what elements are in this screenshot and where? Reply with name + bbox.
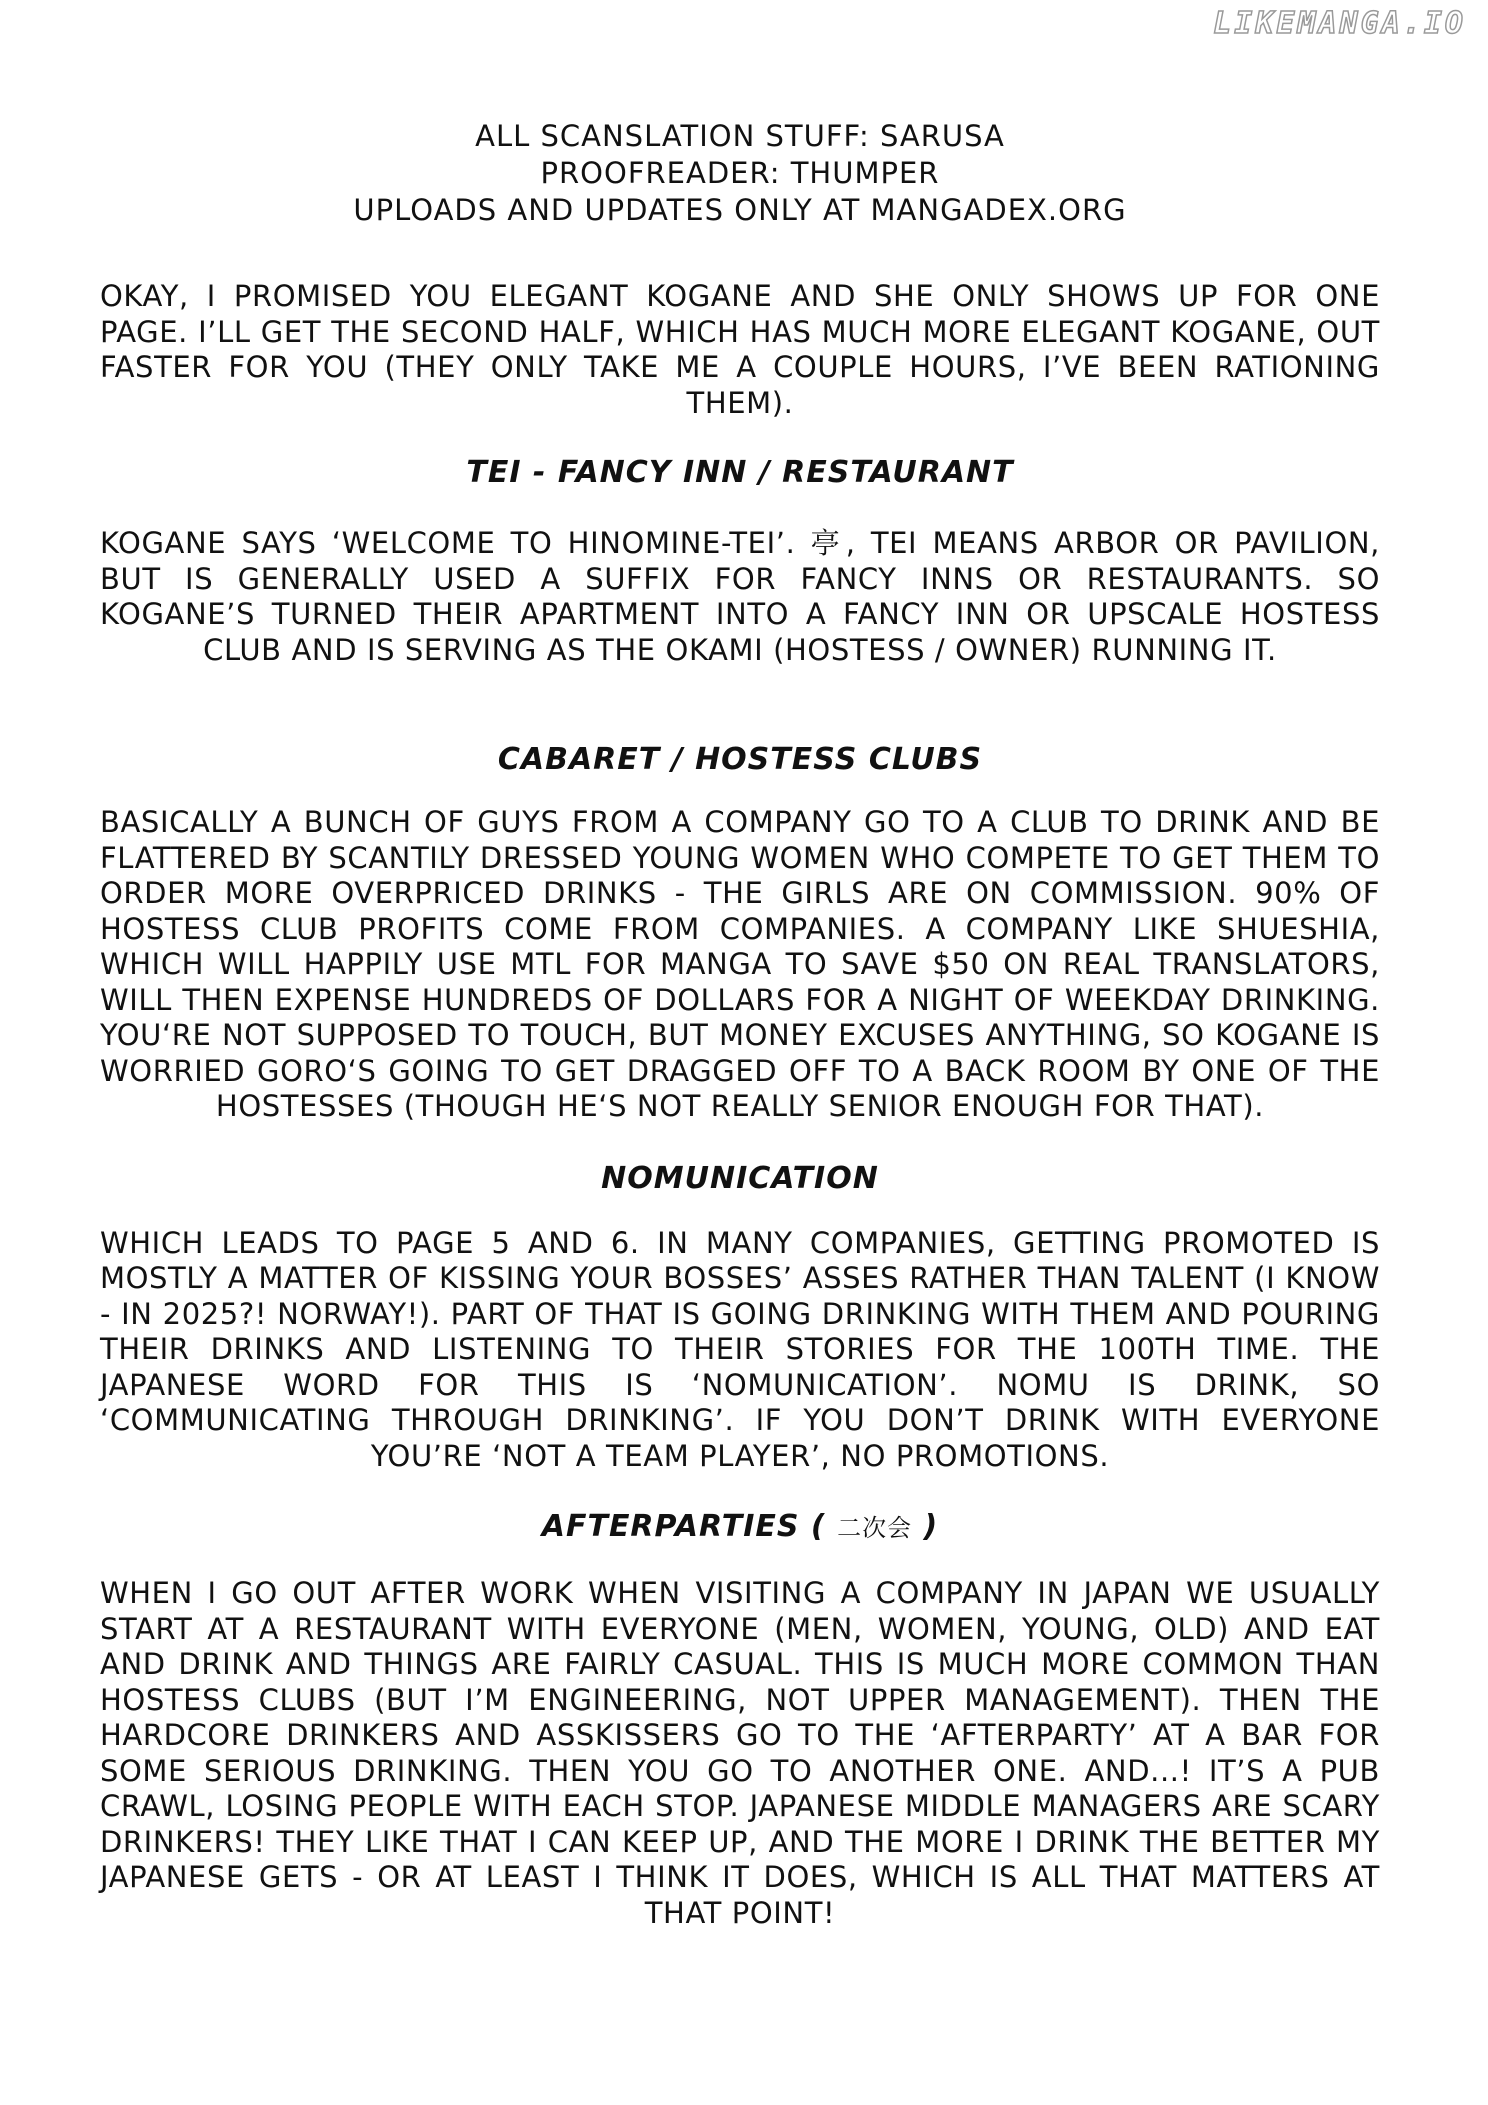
credits-scanslation: ALL SCANSLATION STUFF: SARUSA [475, 119, 1005, 153]
afterparties-heading-text: AFTERPARTIES [541, 1509, 800, 1544]
tei-heading: TEI - FANCY INN / RESTAURANT [466, 455, 1014, 490]
afterparties-open-paren: ( [810, 1509, 838, 1544]
credits-uploads: UPLOADS AND UPDATES ONLY AT MANGADEX.ORG [353, 193, 1127, 227]
credits-block [100, 118, 1380, 229]
cabaret-paragraph: BASICALLY A BUNCH OF GUYS FROM A COMPANY GO TO A CLUB TO DRINK AND BE FLATTERED BY SCANTILY DRESSED YOUNG WOMEN WHO COMPETE TO GET THEM TO ORDER MORE OVERPRICED DRINKS - THE GIRLS ARE ON COMMISSION. 90% OF HOSTESS CLUB PROFITS COME FROM COMPANIES. A COMPANY LIKE SHUESHIA, WHICH WILL HAPPILY USE MTL FOR MANGA TO SAVE $50 ON REAL TRANSLATORS, WILL THEN EXPENSE HUNDREDS OF DOLLARS FOR A NIGHT OF WEEKDAY DRINKING. YOU‘RE NOT SUPPOSED TO TOUCH, BUT MONEY EXCUSES ANYTHING, SO KOGANE IS WORRIED GORO‘S GOING TO GET DRAGGED OFF TO A BACK ROOM BY ONE OF THE HOSTESSES (THOUGH HE‘S NOT REALLY SENIOR ENOUGH FOR THAT). [100, 805, 1380, 1123]
site-watermark: LIKEMANGA.IO [1213, 6, 1466, 41]
nomunication-paragraph: WHICH LEADS TO PAGE 5 AND 6. IN MANY COMPANIES, GETTING PROMOTED IS MOSTLY A MATTER OF KISSING YOUR BOSSES’ ASSES RATHER THAN TALENT (I KNOW - IN 2025?! NORWAY!). PART OF THAT IS GOING DRINKING WITH THEM AND POURING THEIR DRINKS AND LISTENING TO THEIR STORIES FOR THE 100TH TIME. THE JAPANESE WORD FOR THIS IS ‘NOMUNICATION’. NOMU IS DRINK, SO ‘COMMUNICATING THROUGH DRINKING’. IF YOU DON’T DRINK WITH EVERYONE YOU’RE ‘NOT A TEAM PLAYER’, NO PROMOTIONS. [100, 1225, 1380, 1473]
credits-proofreader: PROOFREADER: THUMPER [540, 156, 940, 190]
translator-notes-page [100, 118, 1380, 1931]
afterparties-paragraph: WHEN I GO OUT AFTER WORK WHEN VISITING A COMPANY IN JAPAN WE USUALLY START AT A RESTAURANT WITH EVERYONE (MEN, WOMEN, YOUNG, OLD) AND EAT AND DRINK AND THINGS ARE FAIRLY CASUAL. THIS IS MUCH MORE COMMON THAN HOSTESS CLUBS (BUT I’M ENGINEERING, NOT UPPER MANAGEMENT). THEN THE HARDCORE DRINKERS AND ASSKISSERS GO TO THE ‘AFTERPARTY’ AT A BAR FOR SOME SERIOUS DRINKING. THEN YOU GO TO ANOTHER ONE. AND...! IT’S A PUB CRAWL, LOSING PEOPLE WITH EACH STOP. JAPANESE MIDDLE MANAGERS ARE SCARY DRINKERS! THEY LIKE THAT I CAN KEEP UP, AND THE MORE I DRINK THE BETTER MY JAPANESE GETS - OR AT LEAST I THINK IT DOES, WHICH IS ALL THAT MATTERS AT THAT POINT! [100, 1576, 1380, 1930]
cabaret-heading: CABARET / HOSTESS CLUBS [497, 742, 983, 777]
afterparties-heading [100, 1508, 1380, 1544]
afterparties-close-paren: ) [912, 1509, 939, 1544]
tei-paragraph: KOGANE SAYS ‘WELCOME TO HINOMINE-TEI’. 亭, TEI MEANS ARBOR OR PAVILION, BUT IS GENERALLY USED A SUFFIX FOR FANCY INNS OR RESTAURANTS. SO KOGANE’S TURNED THEIR APARTMENT INTO A FANCY INN OR UPSCALE HOSTESS CLUB AND IS SERVING AS THE OKAMI (HOSTESS / OWNER) RUNNING IT. [100, 526, 1380, 667]
afterparties-heading-kanji: 二次会 [837, 1514, 913, 1542]
intro-paragraph: OKAY, I PROMISED YOU ELEGANT KOGANE AND SHE ONLY SHOWS UP FOR ONE PAGE. I’LL GET THE SECOND HALF, WHICH HAS MUCH MORE ELEGANT KOGANE, OUT FASTER FOR YOU (THEY ONLY TAKE ME A COUPLE HOURS, I’VE BEEN RATIONING THEM). [100, 279, 1380, 420]
nomunication-heading: NOMUNICATION [601, 1160, 879, 1196]
